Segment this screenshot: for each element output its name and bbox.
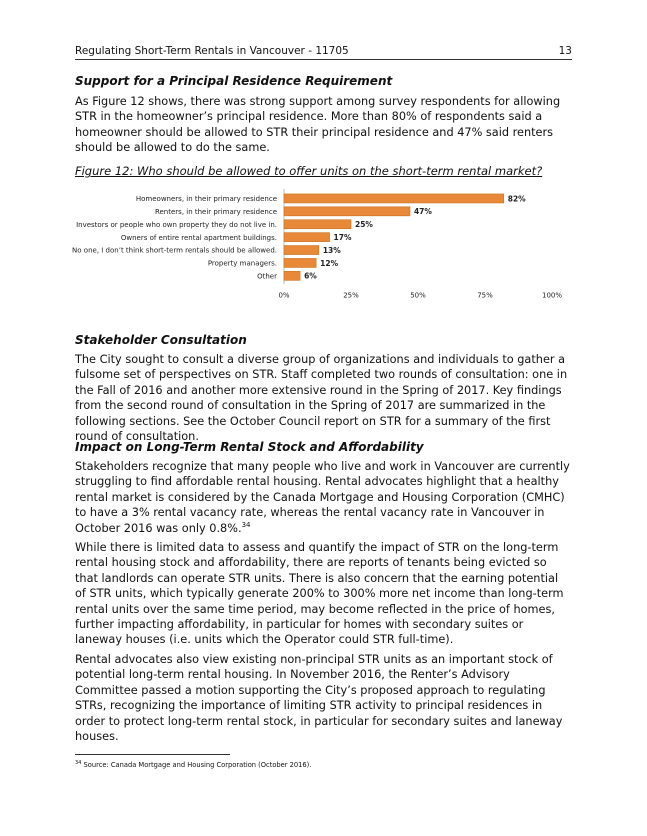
category-label: No one, I don’t think short-term rentals should be allowed.	[72, 246, 277, 255]
x-tick-label: 100%	[541, 291, 563, 300]
page-number: 13	[558, 45, 572, 57]
data-label: 13%	[322, 245, 341, 255]
bar	[284, 220, 351, 229]
paragraph-rental-stock-3: Rental advocates also view existing non-principal STR units as an important stock of potential long-term rental housing. In November 2016, the Renter’s Advisory Committee passed a motion supporting the City’s proposed approach to regulating STRs, recognizing the importance of limiting STR activity to principal residences in order to protect long-term rental stock, in particular for secondary suites and laneway houses.	[75, 653, 563, 744]
paragraph-rental-stock-2: While there is limited data to assess and quantify the impact of STR on the long-term rental housing stock and affordability, there are reports of tenants being evicted so that landlords can operate STR units. There is also concern that the earning potential of STR units, which typically generate 200% to 300% more net income than long-term rental units over the same time period, may become reflected in the price of homes, further impacting affordability, in particular for homes with secondary suites or laneway houses (i.e. units which the Operator could STR full-time).	[75, 541, 564, 647]
x-tick-label: 50%	[410, 291, 426, 300]
header-rule	[75, 59, 572, 60]
footnote-rule	[75, 754, 230, 755]
footnote-reference: 34	[241, 520, 251, 529]
section-heading-stakeholder: Stakeholder Consultation	[75, 333, 247, 347]
data-label: 17%	[333, 232, 352, 242]
category-label: Investors or people who own property they do not live in.	[76, 220, 277, 229]
bar	[284, 207, 410, 216]
bar	[284, 194, 504, 203]
paragraph-rental-stock-1	[75, 459, 572, 536]
bar	[284, 271, 300, 280]
data-label: 82%	[507, 194, 526, 204]
x-tick-label: 75%	[477, 291, 493, 300]
footnote-number: 34	[75, 759, 82, 766]
data-label: 12%	[320, 258, 339, 268]
figure-caption: Figure 12: Who should be allowed to offer units on the short-term rental market?	[75, 164, 543, 178]
category-label: Other	[257, 272, 277, 281]
category-label: Homeowners, in their primary residence	[135, 195, 277, 204]
section-heading-rental-stock: Impact on Long-Term Rental Stock and Affordability	[75, 440, 424, 454]
data-label: 47%	[413, 207, 432, 217]
bar	[284, 258, 316, 267]
bar	[284, 233, 330, 242]
bar-chart	[40, 186, 580, 304]
x-tick-label: 25%	[343, 291, 359, 300]
bar	[284, 246, 319, 255]
footnote-text: Source: Canada Mortgage and Housing Corporation (October 2016).	[83, 761, 312, 769]
category-label: Renters, in their primary residence	[154, 207, 277, 216]
x-tick-label: 0%	[278, 291, 290, 300]
footnote	[75, 761, 311, 769]
category-label: Owners of entire rental apartment buildings.	[120, 233, 277, 242]
document-title: Regulating Short-Term Rentals in Vancouver - 11705	[75, 45, 349, 57]
paragraph-principal-residence: As Figure 12 shows, there was strong support among survey respondents for allowing STR in the homeowner’s principal residence. More than 80% of respondents said a homeowner should be allowed to STR their principal residence and 47% said renters should be allowed to do the same.	[75, 95, 561, 155]
paragraph-text: Stakeholders recognize that many people who live and work in Vancouver are currently struggling to find affordable rental housing. Rental advocates highlight that a healthy rental market is considered by the Canada Mortgage and Housing Corporation (CMHC) to have a 3% rental vacancy rate, whereas the rental vacancy rate in Vancouver in October 2016 was only 0.8%.	[75, 460, 570, 535]
page-header	[75, 45, 572, 59]
paragraph-stakeholder: The City sought to consult a diverse group of organizations and individuals to gather a fulsome set of perspectives on STR. Staff completed two rounds of consultation: one in the Fall of 2016 and another more extensive round in the Spring of 2017. Key findings from the second round of consultation in the Spring of 2017 are summarized in the following sections. See the October Council report on STR for a summary of the first round of consultation.	[75, 353, 568, 444]
data-label: 25%	[355, 220, 373, 230]
section-heading-principal-residence: Support for a Principal Residence Requirement	[75, 74, 393, 88]
data-label: 6%	[304, 271, 317, 281]
category-label: Property managers.	[207, 259, 277, 268]
